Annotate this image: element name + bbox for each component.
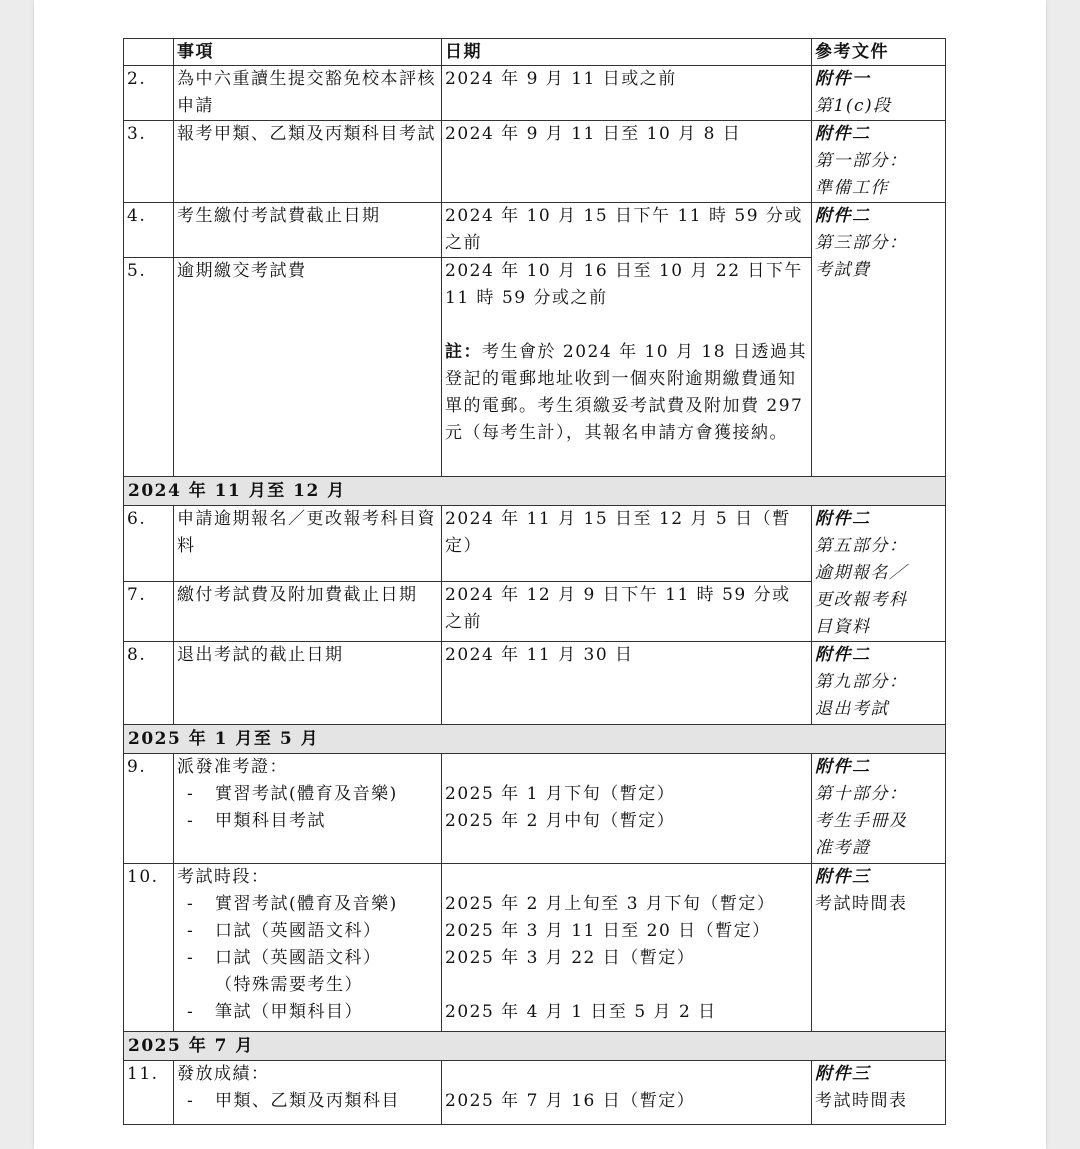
row-date	[442, 754, 812, 864]
row-number: 2.	[124, 66, 174, 121]
row-number: 5.	[124, 258, 174, 477]
ref-heading: 附件二	[815, 124, 871, 144]
row-date: 2024 年 9 月 11 日至 10 月 8 日	[442, 121, 812, 203]
row-date: 2024 年 9 月 11 日或之前	[442, 66, 812, 121]
ref-heading: 附件二	[815, 509, 871, 529]
note-label: 註：	[445, 342, 482, 362]
table-row	[124, 1061, 946, 1125]
sub-item: - 甲類科目考試	[187, 811, 326, 831]
ref-heading: 附件一	[815, 69, 871, 89]
date-text: 2025 年 3 月 22 日（暫定）	[445, 948, 696, 968]
table-row	[124, 66, 946, 121]
row-item	[174, 1061, 442, 1125]
date-text: 2025 年 2 月中旬（暫定）	[445, 811, 676, 831]
sub-item: （特殊需要考生）	[215, 975, 363, 995]
row-date: 2024 年 11 月 15 日至 12 月 5 日（暫定）	[442, 506, 812, 582]
row-item: 逾期繳交考試費	[174, 258, 442, 477]
row-item: 考生繳付考試費截止日期	[174, 203, 442, 258]
ref-detail: 第五部分：	[815, 536, 908, 556]
row-ref	[812, 1061, 946, 1125]
table-row	[124, 754, 946, 864]
row-item: 繳付考試費及附加費截止日期	[174, 582, 442, 642]
sub-item: - 甲類、乙類及丙類科目	[187, 1091, 400, 1111]
section-heading: 2025 年 1 月至 5 月	[124, 725, 946, 754]
row-number: 11.	[124, 1061, 174, 1125]
row-number: 7.	[124, 582, 174, 642]
header-date: 日期	[442, 39, 812, 66]
row-item: 為中六重讀生提交豁免校本評核申請	[174, 66, 442, 121]
row-date	[442, 1061, 812, 1125]
ref-detail: 第九部分：	[815, 672, 908, 692]
ref-detail: 目資料	[815, 617, 871, 637]
row-ref	[812, 642, 946, 725]
date-text: 2025 年 2 月上旬至 3 月下旬（暫定）	[445, 894, 776, 914]
header-no	[124, 39, 174, 66]
table-header-row	[124, 39, 946, 66]
row-item	[174, 754, 442, 864]
ref-heading: 附件三	[815, 867, 871, 887]
date-text: 2025 年 1 月下旬（暫定）	[445, 784, 676, 804]
sub-item: - 實習考試(體育及音樂)	[187, 894, 398, 914]
ref-detail: 第1(c)段	[815, 96, 892, 116]
row-date	[442, 864, 812, 1032]
row-number: 3.	[124, 121, 174, 203]
ref-detail: 更改報考科	[815, 590, 908, 610]
document-page	[34, 0, 1046, 1149]
section-heading: 2024 年 11 月至 12 月	[124, 477, 946, 506]
row-ref	[812, 203, 946, 477]
ref-detail: 準備工作	[815, 178, 889, 198]
section-row	[124, 1032, 946, 1061]
ref-detail: 退出考試	[815, 699, 889, 719]
row-number: 8.	[124, 642, 174, 725]
row-date: 2024 年 12 月 9 日下午 11 時 59 分或之前	[442, 582, 812, 642]
ref-detail: 准考證	[815, 838, 871, 858]
row-item: 退出考試的截止日期	[174, 642, 442, 725]
header-item: 事項	[174, 39, 442, 66]
item-title: 發放成績：	[177, 1064, 270, 1084]
table-row	[124, 642, 946, 725]
row-date: 2024 年 11 月 30 日	[442, 642, 812, 725]
ref-heading: 附件二	[815, 757, 871, 777]
item-title: 考試時段：	[177, 867, 270, 887]
ref-detail: 第十部分：	[815, 784, 908, 804]
row-ref	[812, 864, 946, 1032]
date-text: 2025 年 4 月 1 日至 5 月 2 日	[445, 1002, 717, 1022]
ref-detail: 考試費	[815, 260, 871, 280]
sub-item: - 口試（英國語文科）	[187, 921, 382, 941]
schedule-table	[123, 38, 946, 1125]
sub-item: - 實習考試(體育及音樂)	[187, 784, 398, 804]
ref-detail: 考試時間表	[815, 894, 908, 914]
row-item	[174, 864, 442, 1032]
ref-detail: 考生手冊及	[815, 811, 908, 831]
sub-item: - 口試（英國語文科）	[187, 948, 382, 968]
section-row	[124, 477, 946, 506]
row-number: 4.	[124, 203, 174, 258]
row-ref	[812, 754, 946, 864]
ref-heading: 附件二	[815, 206, 871, 226]
section-heading: 2025 年 7 月	[124, 1032, 946, 1061]
ref-heading: 附件二	[815, 645, 871, 665]
date-text: 2025 年 7 月 16 日（暫定）	[445, 1091, 696, 1111]
sub-item: - 筆試（甲類科目）	[187, 1002, 363, 1022]
date-text: 2025 年 3 月 11 日至 20 日（暫定）	[445, 921, 771, 941]
table-row	[124, 203, 946, 258]
table-row	[124, 506, 946, 582]
date-text: 2024 年 10 月 16 日至 10 月 22 日下午 11 時 59 分或之前	[445, 261, 803, 308]
row-item: 報考甲類、乙類及丙類科目考試	[174, 121, 442, 203]
ref-heading: 附件三	[815, 1064, 871, 1084]
row-ref	[812, 121, 946, 203]
table-row	[124, 121, 946, 203]
row-date	[442, 258, 812, 477]
table-row	[124, 864, 946, 1032]
ref-detail: 第三部分：	[815, 233, 908, 253]
header-ref: 參考文件	[812, 39, 946, 66]
row-number: 10.	[124, 864, 174, 1032]
ref-detail: 第一部分：	[815, 151, 908, 171]
row-ref	[812, 66, 946, 121]
section-row	[124, 725, 946, 754]
row-date: 2024 年 10 月 15 日下午 11 時 59 分或之前	[442, 203, 812, 258]
row-ref	[812, 506, 946, 642]
row-number: 9.	[124, 754, 174, 864]
row-number: 6.	[124, 506, 174, 582]
row-item: 申請逾期報名／更改報考科目資料	[174, 506, 442, 582]
note-text: 考生會於 2024 年 10 月 18 日透過其登記的電郵地址收到一個夾附逾期繳費通知單的電郵。考生須繳妥考試費及附加費 297 元（每考生計），其報名申請方會獲接納。	[445, 342, 807, 443]
ref-detail: 考試時間表	[815, 1091, 908, 1111]
ref-detail: 逾期報名／	[815, 563, 908, 583]
item-title: 派發准考證：	[177, 757, 288, 777]
